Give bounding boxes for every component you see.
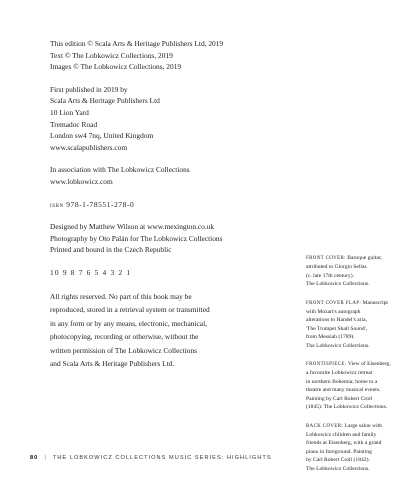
isbn-block	[50, 199, 310, 211]
publisher-line: 10 Lion Yard	[50, 107, 89, 117]
credits	[50, 221, 310, 256]
caption-label: BACK COVER:	[306, 423, 344, 429]
association-website-link[interactable]: www.lobkowicz.com	[50, 176, 113, 186]
caption-text: The Lobkowicz Collections.	[306, 342, 370, 349]
caption-text: with Mozart's autograph	[306, 309, 361, 316]
page-footer	[30, 455, 272, 461]
caption-text: alterations to Handel's aria,	[306, 317, 367, 324]
rights-line: and Scala Arts & Heritage Publishers Ltd.	[50, 359, 175, 369]
caption-text: 'The Trumpet Shall Sound',	[306, 325, 368, 332]
caption-text: Baroque guitar,	[345, 255, 382, 261]
association-line: In association with The Lobkowicz Collections	[50, 165, 190, 175]
caption-text: in northern Bohemia; home to a	[306, 378, 378, 385]
footer-separator: |	[44, 455, 47, 461]
front-cover-caption	[306, 254, 406, 289]
caption-text: from Messiah (1789).	[306, 334, 355, 341]
front-flap-caption	[306, 299, 406, 350]
isbn: isbn 978-1-78551-278-0	[50, 199, 135, 209]
frontispiece-caption	[306, 360, 406, 411]
credits-line: Printed and bound in the Czech Republic	[50, 245, 172, 255]
caption-text: The Lobkowicz Collections.	[306, 281, 370, 288]
copyright-notice	[50, 38, 310, 73]
publisher-line: First published in 2019 by	[50, 84, 128, 94]
caption-text: a favourite Lobkowicz retreat	[306, 370, 373, 377]
caption-text: Painting by Carl Robert Croll	[306, 395, 373, 402]
publisher-line: Scala Arts & Heritage Publishers Ltd	[50, 96, 160, 106]
caption-text: friends at Eisenberg, with a grand	[306, 440, 382, 447]
caption-text: (c. late 17th century).	[306, 272, 354, 279]
copyright-line: This edition © Scala Arts & Heritage Publishers Ltd, 2019	[50, 39, 224, 48]
back-cover-caption	[306, 422, 406, 473]
rights-line: All rights reserved. No part of this book may be	[50, 291, 192, 301]
caption-label: FRONTISPIECE:	[306, 362, 347, 368]
caption-text: piano in foreground. Painting	[306, 448, 372, 455]
publisher-info	[50, 84, 310, 154]
association-info	[50, 164, 310, 187]
caption-text: Large salon with	[343, 422, 383, 429]
copyright-line: Text © The Lobkowicz Collections, 2019	[50, 50, 173, 60]
caption-text: by Carl Robert Croll (1842).	[306, 457, 370, 464]
copyright-line: Images © The Lobkowicz Collections, 2019	[50, 62, 182, 72]
credits-line: Photography by Oto Palán for The Lobkowicz Collections	[50, 233, 223, 243]
caption-text: The Lobkowicz Collections.	[306, 465, 370, 472]
caption-label: FRONT COVER FLAP:	[306, 300, 362, 306]
printer-key: 10 9 8 7 6 5 4 3 2 1	[50, 267, 132, 277]
print-line-block	[50, 267, 310, 279]
image-captions	[306, 254, 406, 483]
rights-line: photocopying, recording or otherwise, without the	[50, 332, 199, 342]
caption-text: View of Eisenberg,	[346, 361, 391, 368]
rights-line: in any form or by any means, electronic, mechanical,	[50, 318, 207, 328]
caption-text: theatre and many musical events.	[306, 387, 381, 394]
rights-notice	[50, 290, 310, 372]
rights-line: reproduced, stored in a retrieval system or transmitted	[50, 305, 210, 315]
series-title: THE LOBKOWICZ COLLECTIONS MUSIC SERIES: HIGHLIGHTS	[52, 455, 272, 461]
credits-line: Designed by Matthew Wilson at www.mexington.co.uk	[50, 222, 215, 232]
page-number: 80	[30, 455, 39, 461]
caption-label: FRONT COVER:	[306, 256, 346, 261]
caption-text: (1845). The Lobkowicz Collections.	[306, 404, 388, 411]
publisher-line: London sw4 7nq, United Kingdom	[50, 131, 154, 141]
imprint-block	[50, 38, 310, 382]
caption-text: attributed to Giorgio Sellas	[306, 264, 367, 271]
publisher-line: Tremadoc Road	[50, 119, 98, 129]
caption-text: Manuscript	[361, 299, 388, 306]
caption-text: Lobkowicz children and family	[306, 431, 377, 438]
rights-line: written permission of The Lobkowicz Collections	[50, 345, 198, 355]
publisher-website-link[interactable]: www.scalapublishers.com	[50, 142, 128, 152]
